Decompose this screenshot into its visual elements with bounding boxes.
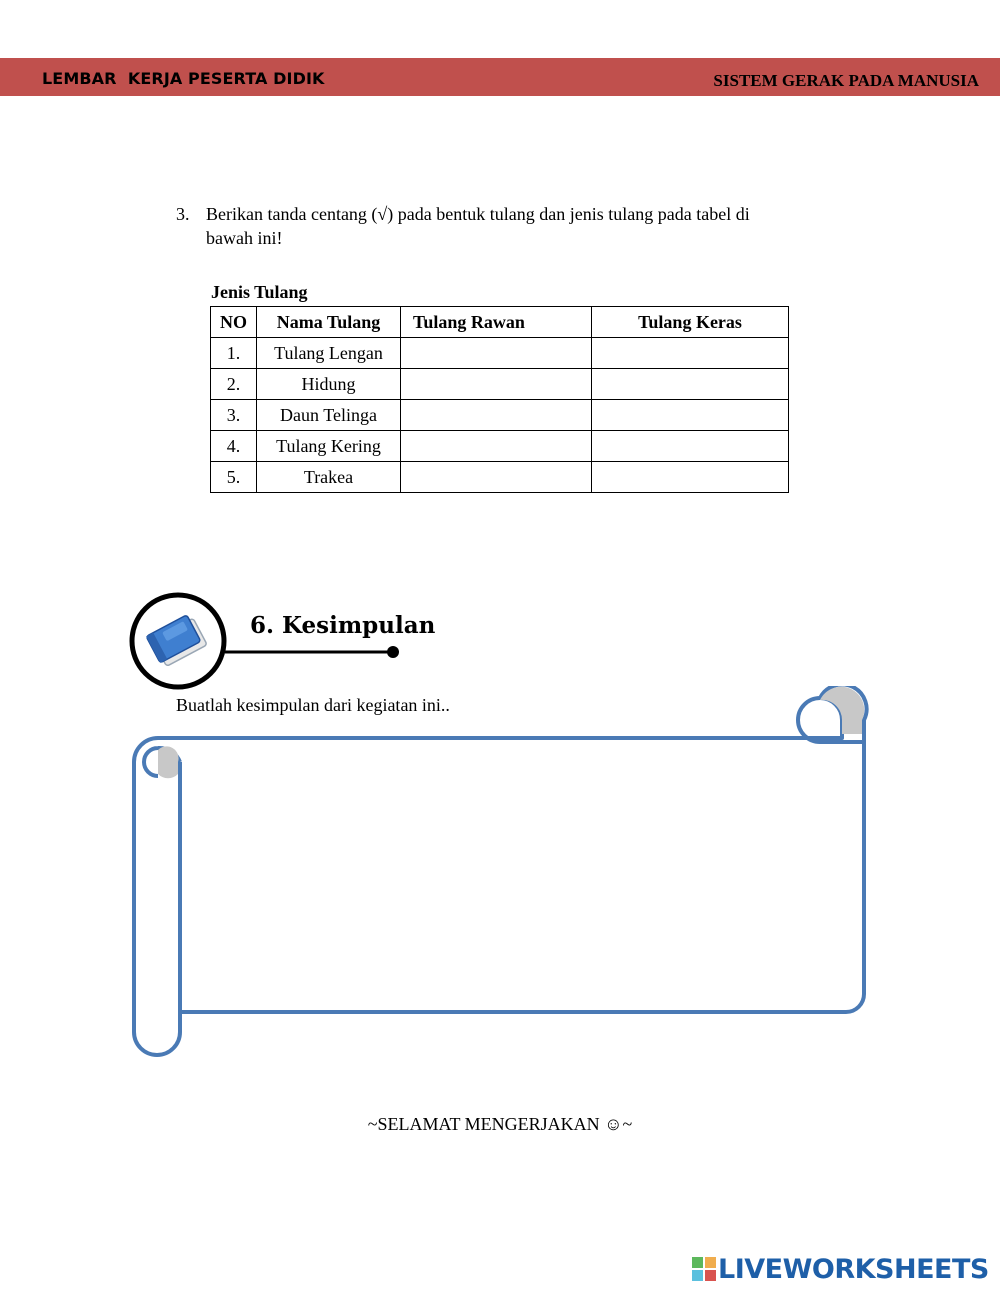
table-caption: Jenis Tulang [211,282,308,302]
book-icon [128,588,238,698]
title-underline [225,642,405,662]
row-bone-name: Hidung [257,369,401,400]
row-number: 2. [211,369,257,400]
row-number: 3. [211,400,257,431]
header-name: Nama Tulang [257,307,401,338]
table-row [211,431,789,462]
row-bone-name: Trakea [257,462,401,493]
conclusion-instruction: Buatlah kesimpulan dari kegiatan ini.. [176,695,450,715]
table-row [211,369,789,400]
answer-cell-rawan[interactable] [401,400,592,431]
table-header-row [211,307,789,338]
question-number: 3. [176,204,190,224]
answer-cell-rawan[interactable] [401,462,592,493]
row-number: 5. [211,462,257,493]
worksheet-title: LEMBAR KERJA PESERTA DIDIK [42,69,325,88]
row-bone-name: Tulang Kering [257,431,401,462]
header-rawan: Tulang Rawan [401,307,592,338]
answer-cell-rawan[interactable] [401,369,592,400]
table-row [211,400,789,431]
answer-cell-keras[interactable] [592,369,789,400]
answer-cell-keras[interactable] [592,338,789,369]
section-title: 6. Kesimpulan [250,612,436,639]
liveworksheets-logo-icon [692,1257,716,1281]
answer-cell-keras[interactable] [592,462,789,493]
closing-message: ~SELAMAT MENGERJAKAN ☺~ [367,1114,633,1134]
bone-type-table [210,306,789,493]
topic-title: SISTEM GERAK PADA MANUSIA [713,71,979,90]
brand-name: LIVEWORKSHEETS [718,1253,989,1285]
liveworksheets-brand [692,1252,989,1286]
header-no: NO [211,307,257,338]
row-number: 1. [211,338,257,369]
table-row [211,462,789,493]
question-text: Berikan tanda centang (√) pada bentuk tulang dan jenis tulang pada tabel di bawah ini! [206,204,750,248]
row-number: 4. [211,431,257,462]
answer-cell-rawan[interactable] [401,431,592,462]
answer-cell-keras[interactable] [592,400,789,431]
header-banner [0,58,1000,96]
table-row [211,338,789,369]
row-bone-name: Daun Telinga [257,400,401,431]
answer-cell-rawan[interactable] [401,338,592,369]
conclusion-answer-area[interactable] [190,748,850,998]
answer-cell-keras[interactable] [592,431,789,462]
row-bone-name: Tulang Lengan [257,338,401,369]
header-keras: Tulang Keras [592,307,789,338]
